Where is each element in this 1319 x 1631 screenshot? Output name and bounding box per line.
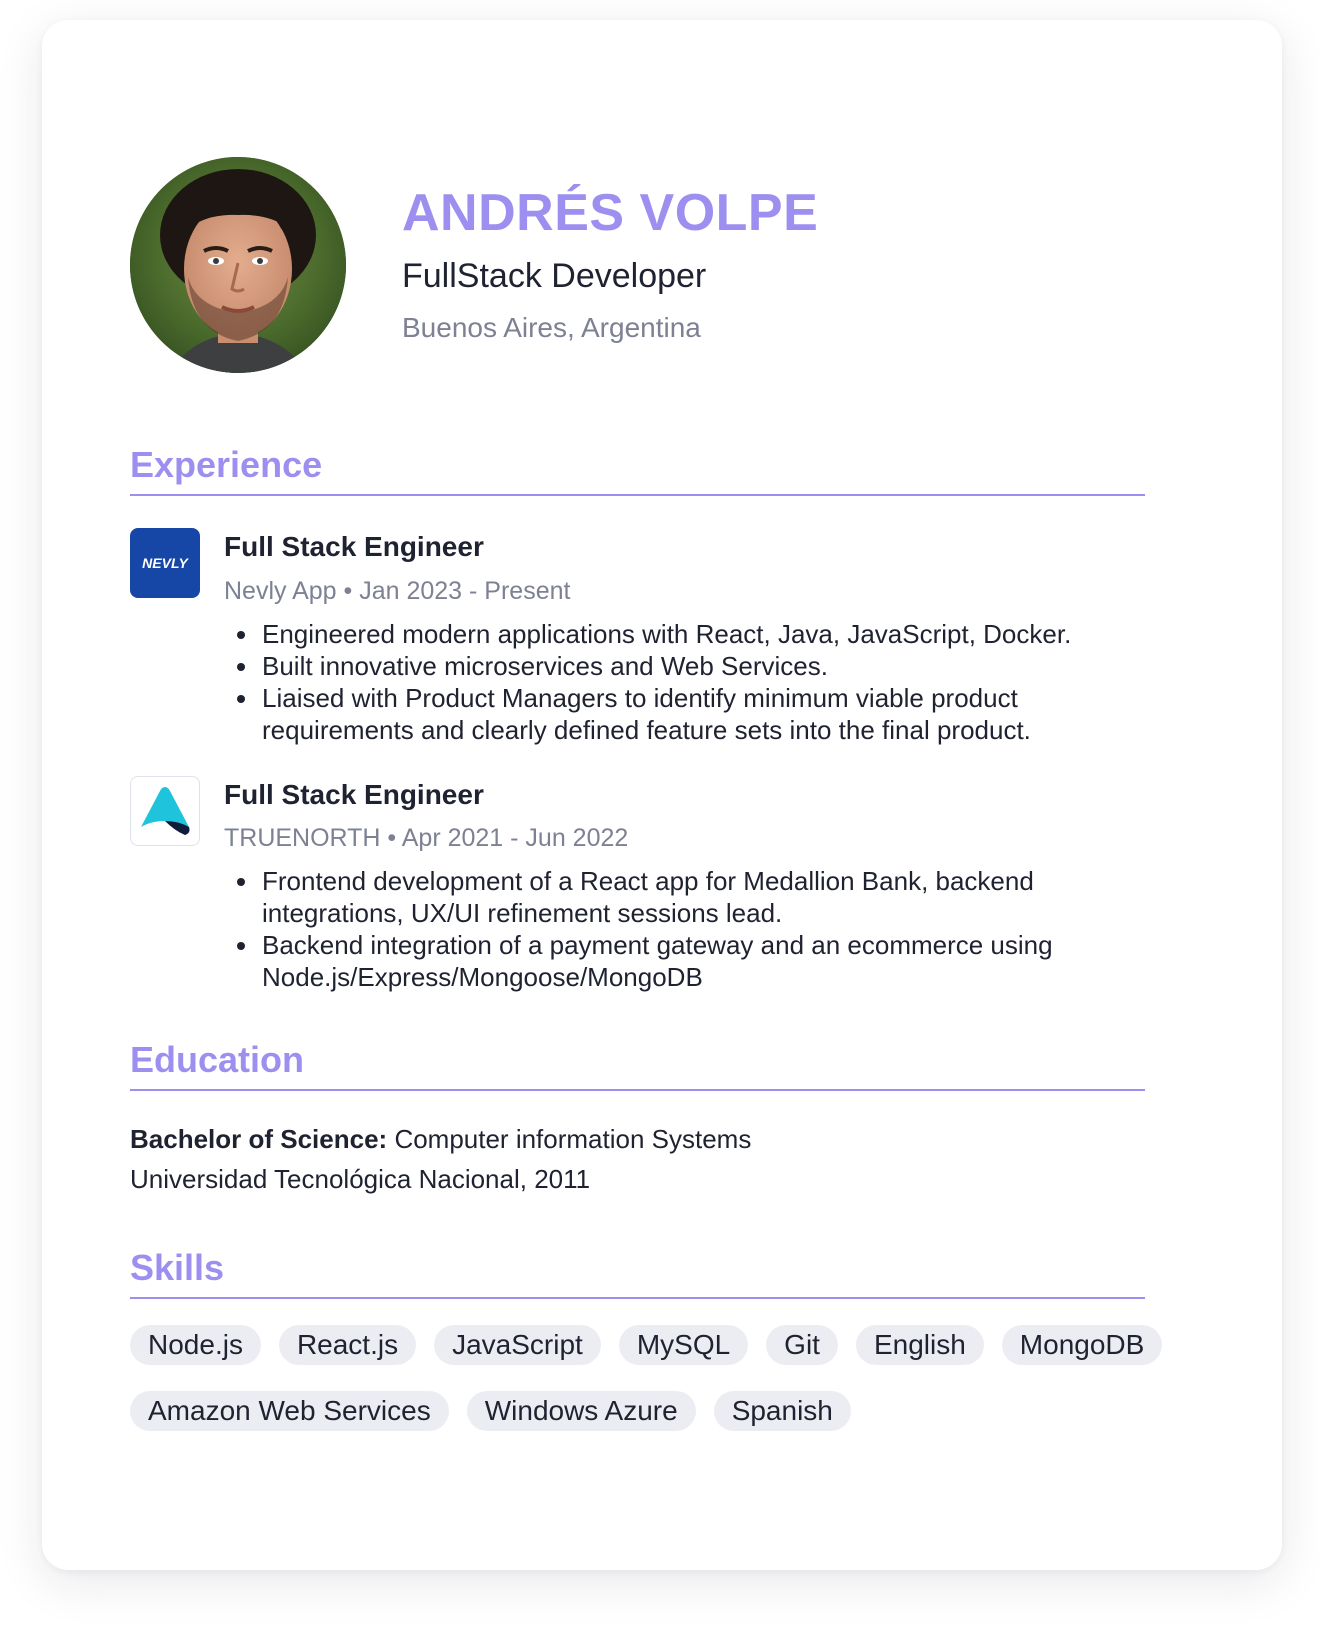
job-meta: Nevly App • Jan 2023 - Present xyxy=(224,576,571,605)
job-details xyxy=(224,528,1144,746)
svg-text:NEVLY: NEVLY xyxy=(142,555,188,571)
job-bullet: Built innovative microservices and Web Services. xyxy=(224,650,1144,682)
skill-chip: MongoDB xyxy=(1002,1325,1163,1365)
degree-label: Bachelor of Science: xyxy=(130,1124,388,1155)
job-bullets xyxy=(224,865,1144,993)
experience-heading: Experience xyxy=(130,444,1145,496)
job-entry xyxy=(130,776,1230,994)
job-entry xyxy=(130,528,1230,746)
skill-chip: MySQL xyxy=(619,1325,748,1365)
education-heading: Education xyxy=(130,1039,1145,1091)
job-title: Full Stack Engineer xyxy=(224,778,484,810)
degree-name: Computer information Systems xyxy=(394,1124,752,1155)
job-bullet: Engineered modern applications with React, Java, JavaScript, Docker. xyxy=(224,618,1144,650)
job-bullet: Liaised with Product Managers to identify minimum viable product requirements and clearly defined feature sets into the final product. xyxy=(224,682,1144,746)
skill-chip: Windows Azure xyxy=(467,1391,696,1431)
job-title: Full Stack Engineer xyxy=(224,531,484,562)
job-bullet: Frontend development of a React app for Medallion Bank, backend integrations, UX/UI refinement sessions lead. xyxy=(224,865,1144,929)
education-school: Universidad Tecnológica Nacional, 2011 xyxy=(130,1164,591,1195)
job-bullets xyxy=(224,618,1144,746)
avatar xyxy=(130,157,346,373)
resume-content xyxy=(130,156,1230,1431)
profile-header xyxy=(130,156,1230,374)
skill-chip: Spanish xyxy=(714,1391,851,1431)
education-entry xyxy=(130,1119,1230,1199)
truenorth-logo xyxy=(130,776,200,846)
resume-card xyxy=(42,20,1282,1570)
profile-role: FullStack Developer xyxy=(402,257,707,296)
skill-chip: Amazon Web Services xyxy=(130,1391,449,1431)
skills-heading: Skills xyxy=(130,1247,1145,1299)
skill-chip: JavaScript xyxy=(434,1325,601,1365)
education-degree-line xyxy=(130,1119,1230,1159)
nevly-logo xyxy=(130,528,200,598)
skill-chip: Git xyxy=(766,1325,838,1365)
skill-chip: Node.js xyxy=(130,1325,261,1365)
profile-location: Buenos Aires, Argentina xyxy=(402,312,701,344)
job-bullet: Backend integration of a payment gateway and an ecommerce using Node.js/Express/Mongoose/MongoDB xyxy=(224,929,1144,993)
skills-list xyxy=(130,1325,1190,1431)
profile-name: ANDRÉS VOLPE xyxy=(402,184,819,243)
job-meta: TRUENORTH • Apr 2021 - Jun 2022 xyxy=(224,824,629,853)
skill-chip: React.js xyxy=(279,1325,416,1365)
skill-chip: English xyxy=(856,1325,984,1365)
profile-text xyxy=(402,185,818,345)
job-details xyxy=(224,776,1144,994)
